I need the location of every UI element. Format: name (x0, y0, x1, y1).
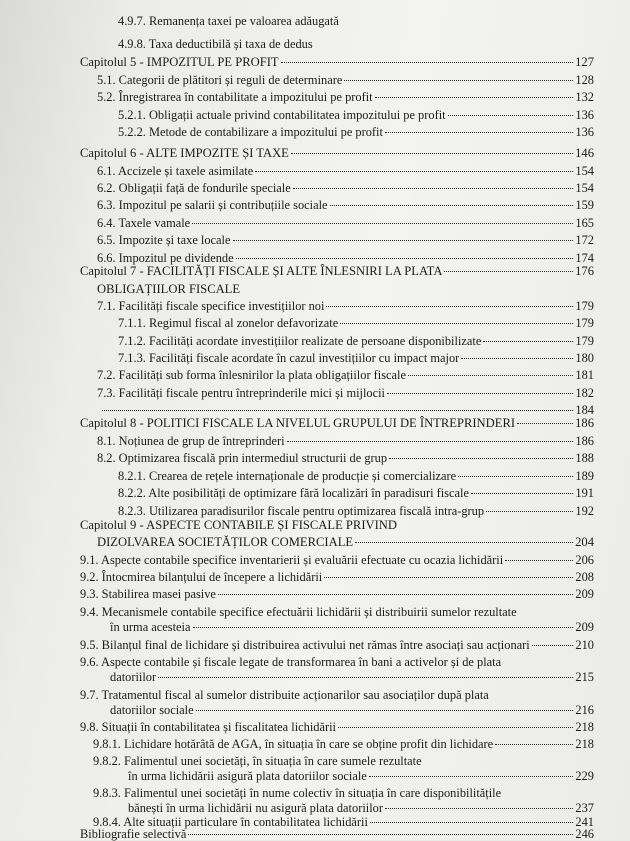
toc-entry-8-2-2: 8.2.2. Alte posibilități de optimizare fără localizări în paradisuri fiscale 191 (118, 486, 594, 500)
toc-entry-9-3: 9.3. Stabilirea masei pasive 209 (80, 587, 594, 601)
toc-entry-9-8: 9.8. Situații în contabilitatea și fiscalitatea lichidării 218 (80, 720, 594, 734)
toc-entry-9-8-3: 9.8.3. Falimentul unei societăți în nume colectiv în situația în care disponibilitățile (93, 786, 502, 800)
toc-entry-9-8-1: 9.8.1. Lichidare hotărâtă de AGA, în situația în care se obține profit din lichidare 218 (93, 737, 594, 751)
toc-chapter-9: Capitolul 9 - ASPECTE CONTABILE ȘI FISCALE PRIVIND (80, 518, 397, 532)
toc-entry-6-5: 6.5. Impozite și taxe locale 172 (97, 233, 594, 247)
toc-chapter-8: Capitolul 8 - POLITICI FISCALE LA NIVELUL GRUPULUI DE ÎNTREPRINDERI 186 (80, 416, 594, 430)
toc-chapter-6: Capitolul 6 - ALTE IMPOZITE ȘI TAXE 146 (80, 146, 594, 160)
toc-bibliography: Bibliografie selectivă 246 (80, 827, 594, 841)
toc-entry-5-2-1: 5.2.1. Obligații actuale privind contabilitatea impozitului pe profit 136 (118, 108, 594, 122)
toc-entry-5-2-2: 5.2.2. Metode de contabilizare a impozitului pe profit 136 (118, 125, 594, 139)
toc-entry-9-7: 9.7. Tratamentul fiscal al sumelor distribuite acționarilor sau asociaților după plata (80, 688, 489, 702)
toc-entry-8-1: 8.1. Noțiunea de grup de întreprinderi 186 (97, 434, 594, 448)
toc-chapter-9-continued: DIZOLVAREA SOCIETĂȚILOR COMERCIALE 204 (97, 535, 594, 549)
toc-entry-9-8-2: 9.8.2. Falimentul unei societăți, în situația în care sumele rezultate (93, 754, 422, 768)
toc-entry-7-1-3: 7.1.3. Facilități fiscale acordate în cazul investițiilor cu impact major 180 (118, 351, 594, 365)
toc-entry-7-3: 7.3. Facilități fiscale pentru întreprinderile mici și mijlocii 182 (97, 386, 594, 400)
toc-entry-8-2: 8.2. Optimizarea fiscală prin intermediul structurii de grup 188 (97, 451, 594, 465)
toc-entry-9-4: 9.4. Mecanismele contabile specifice efectuării lichidării și distribuirii sumelor rezultate (80, 605, 517, 619)
toc-entry-7-1-2: 7.1.2. Facilități acordate investițiilor realizate de persoane disponibilizate 179 (118, 334, 594, 348)
toc-entry-9-8-4: 9.8.4. Alte situații particulare în contabilitatea lichidării 241 (93, 815, 594, 829)
toc-entry-7-1-1: 7.1.1. Regimul fiscal al zonelor defavorizate 179 (118, 316, 594, 330)
toc-entry-9-7-continued: datoriilor sociale 216 (110, 703, 594, 717)
toc-chapter-7: Capitolul 7 - FACILITĂȚI FISCALE ȘI ALTE ÎNLESNIRI LA PLATA 176 (80, 264, 594, 278)
toc-entry-7-3-page: 184 (100, 403, 594, 417)
toc-entry-6-2: 6.2. Obligații față de fondurile speciale 154 (97, 181, 594, 195)
toc-entry-9-1: 9.1. Aspecte contabile specifice inventarierii și evaluării efectuate cu ocazia lichidării 206 (80, 553, 594, 567)
toc-entry-4-9-7: 4.9.7. Remanența taxei pe valoarea adăugată (118, 14, 339, 28)
toc-entry-9-5: 9.5. Bilanțul final de lichidare și distribuirea activului net rămas între asociați sau acționari 210 (80, 638, 594, 652)
toc-entry-9-8-3-continued: bănești în urma lichidării nu asigură plata datoriilor 237 (128, 801, 594, 815)
toc-entry-6-4: 6.4. Taxele vamale 165 (97, 216, 594, 230)
toc-entry-9-8-2-continued: în urma lichidării asigură plata datoriilor sociale 229 (128, 769, 594, 783)
toc-chapter-7-continued: OBLIGAȚIILOR FISCALE (97, 282, 241, 296)
toc-entry-9-6: 9.6. Aspecte contabile și fiscale legate de transformarea în bani a activelor și de plata (80, 655, 502, 669)
toc-entry-6-3: 6.3. Impozitul pe salarii și contribuțiile sociale 159 (97, 198, 594, 212)
toc-entry-8-2-1: 8.2.1. Crearea de rețele internaționale de producție și comercializare 189 (118, 469, 594, 483)
toc-entry-6-1: 6.1. Accizele și taxele asimilate 154 (97, 164, 594, 178)
toc-entry-5-1: 5.1. Categorii de plătitori și reguli de determinare 128 (97, 73, 594, 87)
toc-entry-9-6-continued: datoriilor 215 (110, 670, 594, 684)
toc-entry-9-2: 9.2. Întocmirea bilanțului de începere a lichidării 208 (80, 570, 594, 584)
toc-entry-5-2: 5.2. Înregistrarea în contabilitate a impozitului pe profit 132 (97, 90, 594, 104)
toc-chapter-5: Capitolul 5 - IMPOZITUL PE PROFIT 127 (80, 55, 594, 69)
toc-entry-9-4-continued: în urma acesteia 209 (110, 620, 594, 634)
toc-entry-4-9-8: 4.9.8. Taxa deductibilă și taxa de dedus (118, 37, 313, 51)
toc-entry-7-1: 7.1. Facilități fiscale specifice investițiilor noi 179 (97, 299, 594, 313)
toc-entry-8-2-3: 8.2.3. Utilizarea paradisurilor fiscale pentru optimizarea fiscală intra-grup 192 (118, 504, 594, 518)
toc-entry-6-6: 6.6. Impozitul pe dividende 174 (97, 251, 594, 265)
toc-entry-7-2: 7.2. Facilități sub forma înlesnirilor la plata obligațiilor fiscale 181 (97, 368, 594, 382)
